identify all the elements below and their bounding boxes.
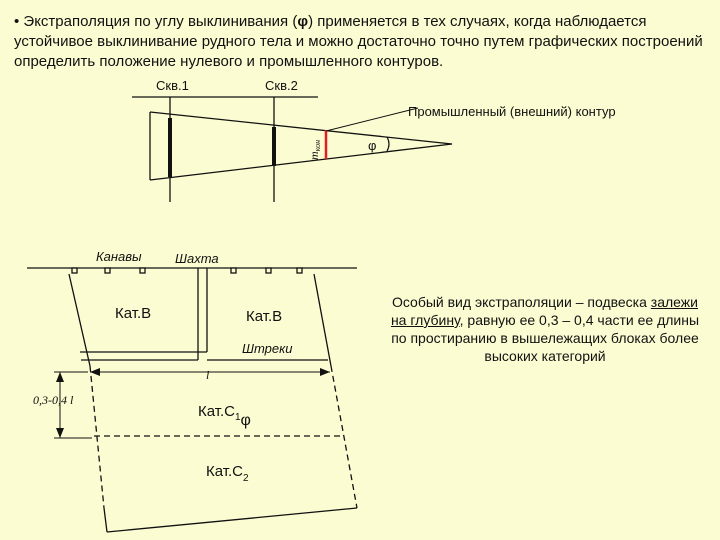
arrowheads	[56, 368, 330, 438]
category-c2: $Кат.С_2$	[206, 463, 249, 484]
well-2-label: Скв.2	[265, 78, 298, 93]
industrial-contour-label: Промышленный (внешний) контур	[408, 104, 616, 119]
intro-text-2: ) применяется в тех случаях, когда наблюдается устойчивое выклинивание рудного тела и можно достаточно точно путем графических построений определить положение нулевого и промышленного контуров.	[14, 13, 703, 70]
block-diagram	[27, 268, 357, 532]
trenches-label: Канавы	[96, 249, 142, 264]
length-l-label: l	[206, 368, 210, 382]
arrow-depth-bottom	[56, 428, 64, 438]
trench-6	[297, 268, 302, 273]
wedge-lower-edge	[150, 144, 452, 180]
intro-phi-symbol: φ	[297, 13, 309, 30]
trench-3	[140, 268, 145, 273]
orebody-right-upper	[314, 274, 331, 366]
trench-4	[231, 268, 236, 273]
arrow-depth-top	[56, 372, 64, 382]
side-note-text-1: Особый вид экстраполяции – подвеска	[392, 294, 651, 310]
trench-1	[72, 268, 77, 273]
side-note-underlined: залежи на глубину	[390, 294, 698, 328]
orebody-right-lower	[331, 366, 357, 508]
orebody-bottom	[107, 508, 357, 532]
contour-leader	[326, 108, 418, 131]
arrow-length-left	[90, 368, 100, 376]
angle-arc	[387, 137, 389, 151]
depth-label: 0,3-0,4 l	[33, 393, 74, 407]
side-note	[384, 293, 706, 365]
orebody-left-deep	[104, 508, 107, 532]
intro-text-1: • Экстраполяция по углу выклинивания (	[14, 13, 298, 30]
shaft-label: Шахта	[175, 251, 219, 266]
trench-2	[105, 268, 110, 273]
m-contour-label: mкон	[307, 139, 322, 160]
category-b-left: Кат.В	[115, 305, 152, 322]
trench-5	[266, 268, 271, 273]
side-note-text-2: , равную ее 0,3 – 0,4 части ее длины по простиранию в вышележащих блоках более высоких категорий	[391, 312, 700, 364]
wedge-diagram	[132, 97, 452, 202]
arrow-length-right	[320, 368, 330, 376]
wedge-upper-edge	[150, 112, 452, 144]
orebody-left-lower	[90, 366, 104, 508]
category-c1: $Кат.С_1\varphi$	[198, 403, 251, 429]
angle-phi-label: φ	[368, 138, 377, 153]
well-1-label: Скв.1	[156, 78, 189, 93]
category-b-right: Кат.В	[246, 308, 283, 325]
drifts-label: Штреки	[242, 341, 293, 356]
